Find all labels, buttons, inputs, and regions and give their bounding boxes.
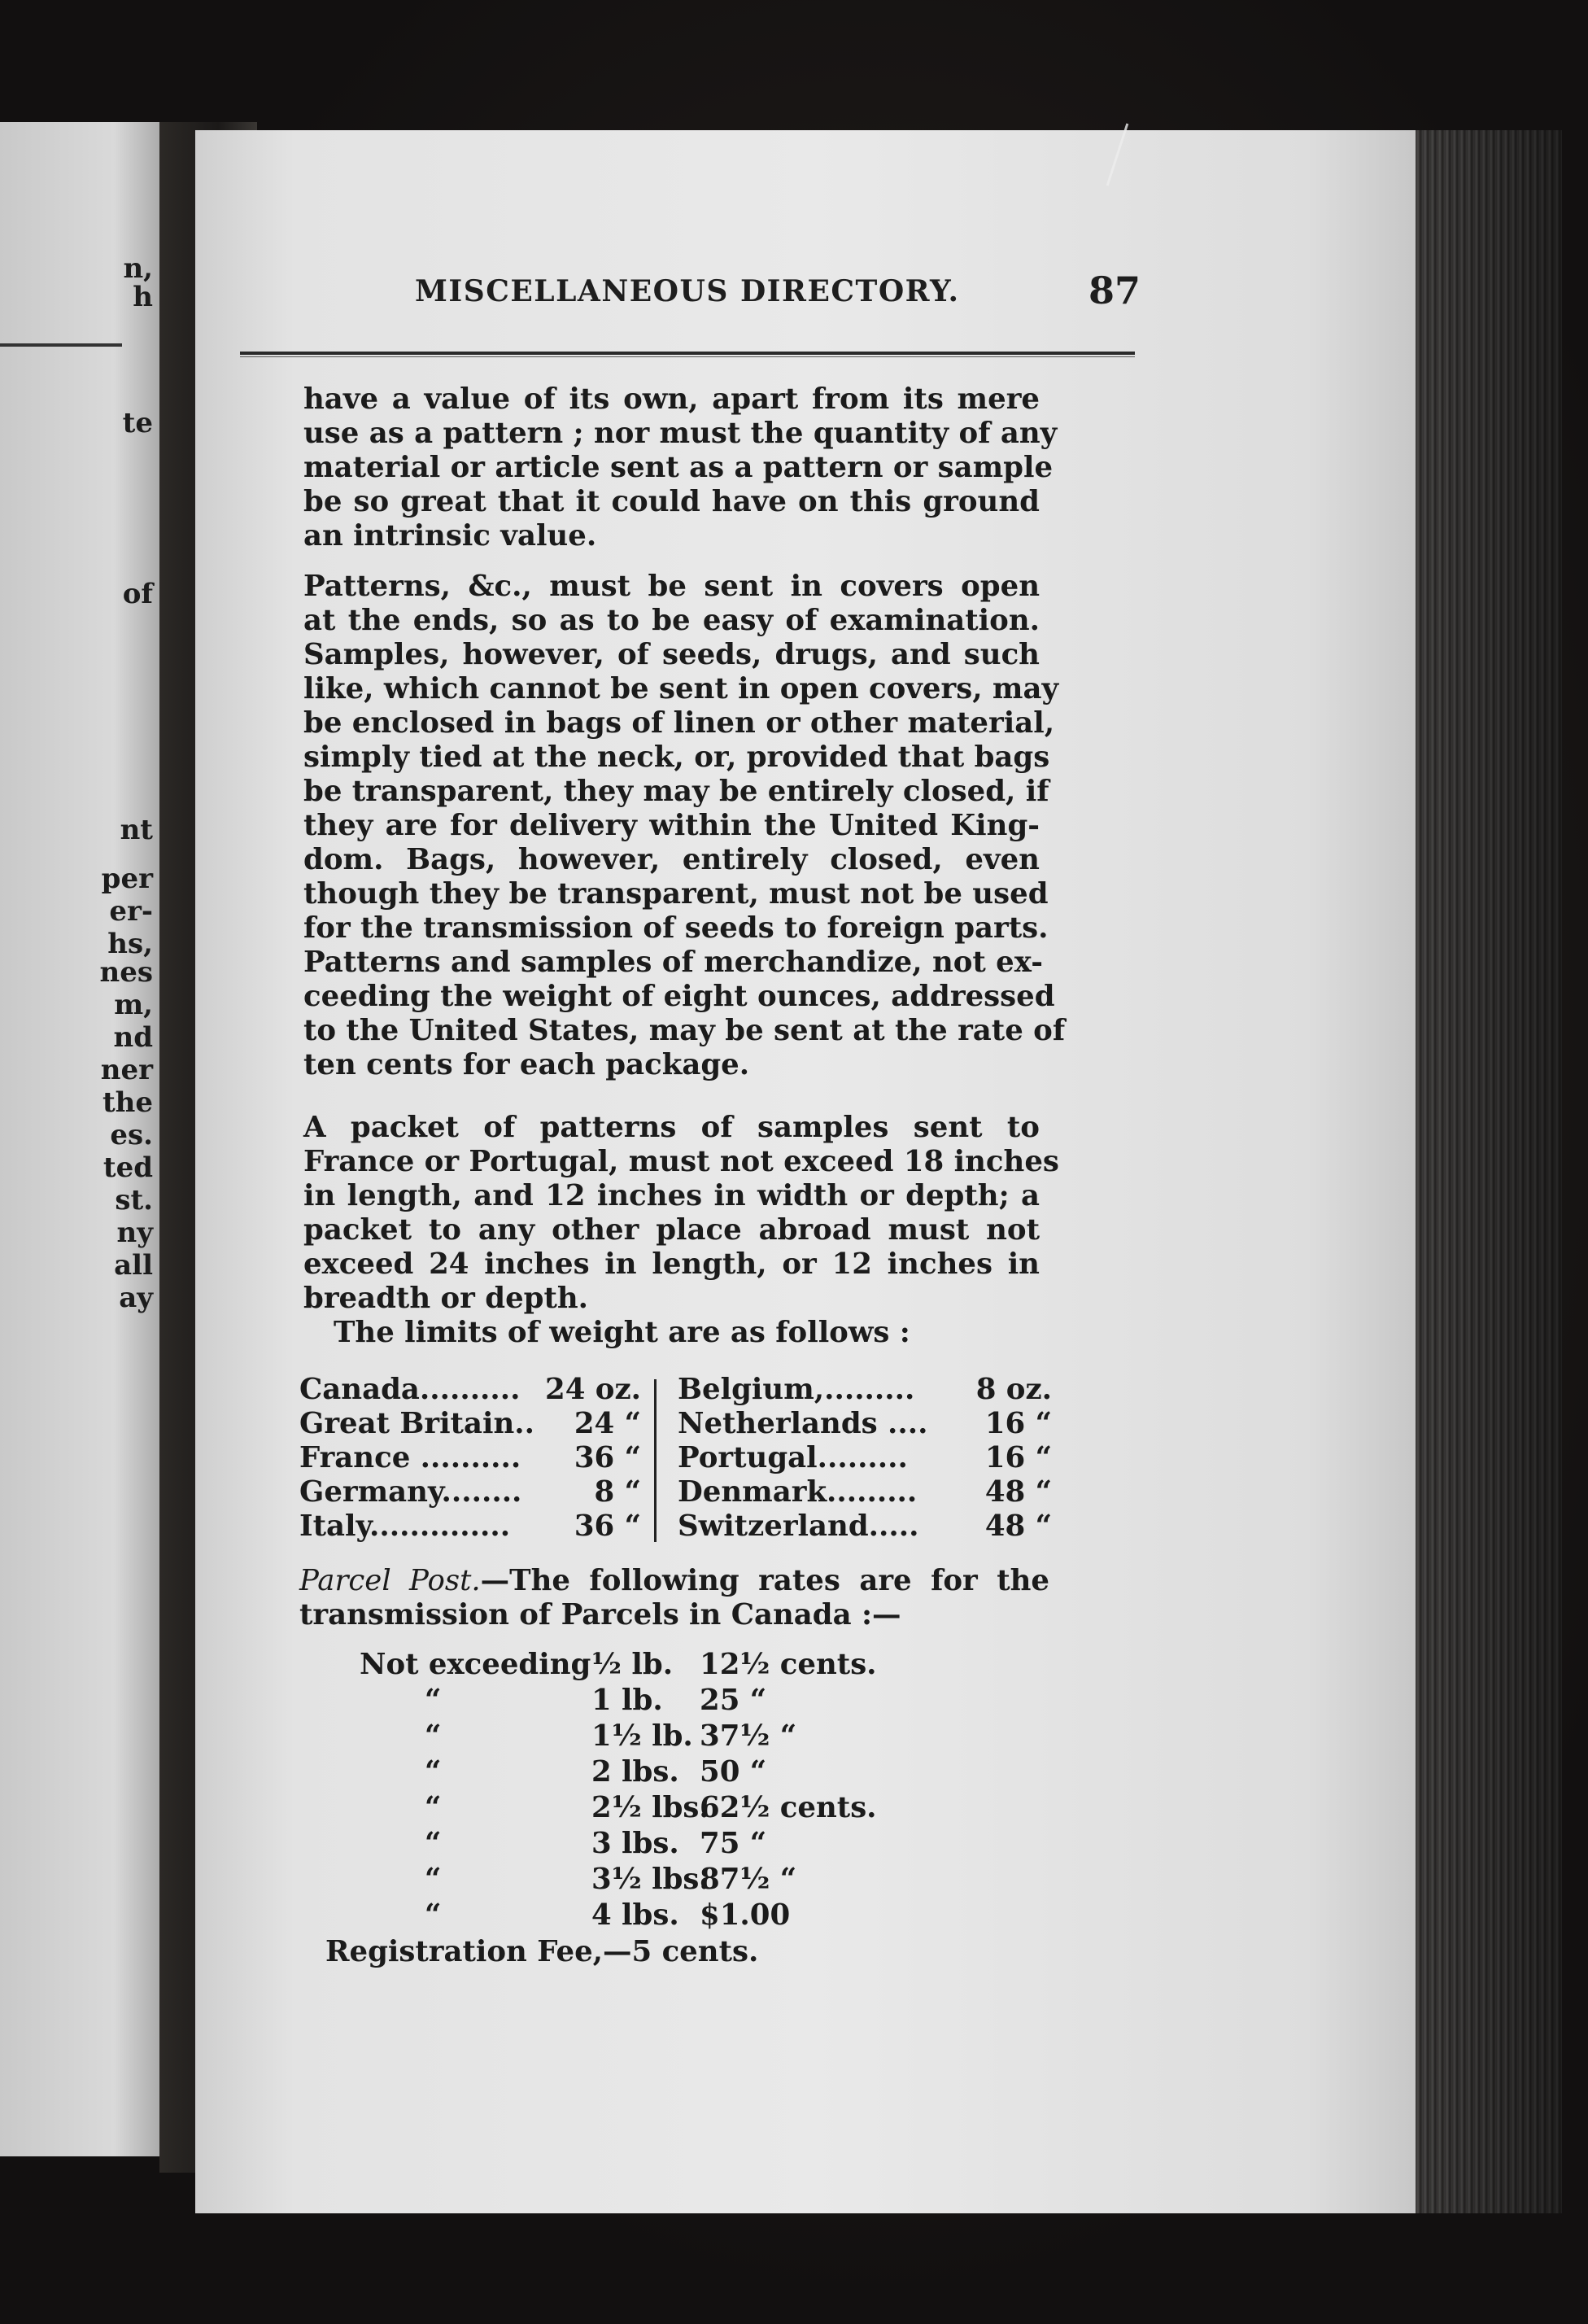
country-name: Switzerland..... [678, 1509, 919, 1543]
weight-limit-row [299, 1373, 641, 1407]
parcel-post-intro [299, 1564, 1049, 1632]
weight-limit-row [678, 1441, 1052, 1475]
text-line: have a value of its own, apart from its mere [303, 382, 1040, 416]
country-name: Italy.............. [299, 1509, 511, 1543]
weight-limits-right-column [678, 1373, 1052, 1544]
rate-price: 87½ “ [700, 1863, 797, 1896]
text-line: simply tied at the neck, or, provided that bags [303, 740, 1050, 774]
left-page-fragment: h [133, 281, 153, 313]
weight-limit-value: 36 “ [574, 1441, 641, 1474]
left-page-fragment: nt [120, 814, 153, 846]
weight-limit-value: 16 “ [984, 1441, 1052, 1474]
rate-lead: “ [425, 1898, 442, 1932]
rate-row [360, 1719, 929, 1754]
country-name: Germany........ [299, 1475, 522, 1509]
rate-lead: Not exceeding [360, 1648, 591, 1681]
left-page-fragment: nes [99, 956, 153, 989]
rate-lead: “ [425, 1755, 442, 1789]
text-line: be so great that it could have on this ground [303, 485, 1040, 518]
rate-lead: “ [425, 1684, 442, 1717]
weight-limit-value: 48 “ [984, 1475, 1052, 1509]
limits-intro [334, 1316, 910, 1350]
left-page-fragment: ny [116, 1217, 153, 1249]
left-page-fragment: all [114, 1249, 153, 1282]
registration-fee: Registration Fee,—5 cents. [325, 1935, 759, 1968]
rate-row [360, 1862, 929, 1898]
weight-limit-row [299, 1441, 641, 1475]
running-header: MISCELLANEOUS DIRECTORY. [415, 274, 960, 308]
parcel-post-line2: transmission of Parcels in Canada :— [299, 1598, 901, 1632]
text-line: ten cents for each package. [303, 1048, 750, 1081]
rate-price: 62½ cents. [700, 1791, 877, 1824]
text-line: be enclosed in bags of linen or other material, [303, 706, 1055, 740]
text-line: Patterns, &c., must be sent in covers open [303, 570, 1040, 603]
text-line: packet to any other place abroad must not [303, 1213, 1040, 1247]
left-page-fragment: er- [109, 895, 153, 928]
country-name: Belgium,......... [678, 1373, 915, 1406]
left-page-fragment: st. [115, 1184, 153, 1217]
rate-weight: ½ lb. [591, 1648, 674, 1681]
weight-limit-row [299, 1509, 641, 1544]
header-rule [240, 352, 1135, 355]
paragraph-pattern-value [303, 382, 1058, 553]
rate-row [360, 1898, 929, 1933]
text-line: France or Portugal, must not exceed 18 inches [303, 1145, 1059, 1178]
rate-row [360, 1826, 929, 1862]
left-page-fragment: es. [110, 1119, 153, 1151]
weight-limit-value: 16 “ [984, 1407, 1052, 1440]
weight-limit-value: 8 oz. [975, 1373, 1052, 1406]
rate-weight: 1½ lb. [591, 1719, 693, 1753]
rate-weight: 1 lb. [591, 1684, 663, 1717]
limits-intro-text: The limits of weight are as follows : [334, 1316, 910, 1349]
text-line: Samples, however, of seeds, drugs, and such [303, 638, 1040, 671]
left-page-fragment: nd [113, 1021, 153, 1054]
left-page-fragment: m, [114, 989, 153, 1021]
parcel-post-intro-rest: —The following rates are for the [480, 1564, 1049, 1597]
left-facing-page [0, 122, 163, 2156]
header-rule-thin [240, 356, 1135, 357]
weight-limit-row [299, 1475, 641, 1509]
weight-limit-row [678, 1373, 1052, 1407]
rate-row [360, 1683, 929, 1719]
left-page-fragment: of [122, 578, 153, 610]
rate-price: 12½ cents. [700, 1648, 877, 1681]
left-page-fragment: per [101, 863, 153, 895]
rate-lead: “ [425, 1719, 442, 1753]
left-page-fragment: te [122, 407, 153, 439]
weight-limit-value: 24 “ [574, 1407, 641, 1440]
text-line: ceeding the weight of eight ounces, addressed [303, 980, 1055, 1013]
rate-row [360, 1754, 929, 1790]
text-line: exceed 24 inches in length, or 12 inches in [303, 1247, 1040, 1281]
text-line: like, which cannot be sent in open covers, may [303, 672, 1059, 706]
left-page-fragment: ted [103, 1151, 153, 1184]
country-name: France .......... [299, 1441, 521, 1474]
text-line: at the ends, so as to be easy of examination. [303, 604, 1040, 637]
country-name: Great Britain.. [299, 1407, 534, 1440]
country-name: Canada.......... [299, 1373, 521, 1406]
rate-price: $1.00 [700, 1898, 791, 1932]
text-line: breadth or depth. [303, 1282, 589, 1315]
text-line: in length, and 12 inches in width or depth; a [303, 1179, 1040, 1212]
rate-price: 50 “ [700, 1755, 767, 1789]
parcel-post-label: Parcel Post. [299, 1564, 481, 1597]
rate-weight: 4 lbs. [591, 1898, 679, 1932]
text-line: an intrinsic value. [303, 519, 597, 553]
text-line: Patterns and samples of merchandize, not ex- [303, 946, 1044, 979]
country-name: Netherlands .... [678, 1407, 928, 1440]
country-name: Denmark......... [678, 1475, 918, 1509]
left-page-fragment: ner [100, 1054, 153, 1086]
page-number: 87 [1088, 269, 1141, 312]
text-line: though they be transparent, must not be used [303, 877, 1049, 911]
text-line: for the transmission of seeds to foreign parts. [303, 911, 1049, 945]
weight-limits-left-column [299, 1373, 641, 1544]
weight-limit-value: 48 “ [984, 1509, 1052, 1543]
left-page-rule [0, 343, 122, 347]
rate-price: 25 “ [700, 1684, 767, 1717]
parcel-rates-table [360, 1647, 929, 1933]
left-page-fragment: hs, [107, 928, 153, 960]
weight-table-divider [654, 1379, 657, 1542]
left-page-fragment: ay [119, 1282, 153, 1314]
weight-limit-value: 36 “ [574, 1509, 641, 1543]
rate-lead: “ [425, 1863, 442, 1896]
text-line: use as a pattern ; nor must the quantity of any [303, 417, 1058, 450]
weight-limit-row [299, 1407, 641, 1441]
weight-limit-value: 8 “ [594, 1475, 641, 1509]
left-page-fragment: n, [123, 252, 153, 285]
paragraph-patterns-covers [303, 570, 1066, 1082]
weight-limit-value: 24 oz. [545, 1373, 641, 1406]
rate-weight: 3½ lbs. [591, 1863, 709, 1896]
weight-limit-row [678, 1407, 1052, 1441]
rate-price: 75 “ [700, 1827, 767, 1860]
rate-row [360, 1647, 929, 1683]
text-line: be transparent, they may be entirely closed, if [303, 775, 1049, 808]
rate-weight: 2 lbs. [591, 1755, 679, 1789]
country-name: Portugal......... [678, 1441, 908, 1474]
weight-limit-row [678, 1509, 1052, 1544]
parcel-post-line1 [299, 1564, 1049, 1598]
rate-lead: “ [425, 1827, 442, 1860]
left-page-fragment: the [102, 1086, 153, 1119]
paragraph-packet-size [303, 1111, 1059, 1316]
text-line: dom. Bags, however, entirely closed, even [303, 843, 1040, 876]
rate-price: 37½ “ [700, 1719, 797, 1753]
rate-lead: “ [425, 1791, 442, 1824]
text-line: to the United States, may be sent at the rate of [303, 1014, 1066, 1047]
text-line: A packet of patterns of samples sent to [303, 1111, 1040, 1144]
text-line: material or article sent as a pattern or sample [303, 451, 1054, 484]
page-edges-shade [1416, 130, 1562, 2213]
text-line: they are for delivery within the United King- [303, 809, 1040, 842]
rate-row [360, 1790, 929, 1826]
rate-weight: 3 lbs. [591, 1827, 679, 1860]
weight-limit-row [678, 1475, 1052, 1509]
rate-weight: 2½ lbs. [591, 1791, 709, 1824]
